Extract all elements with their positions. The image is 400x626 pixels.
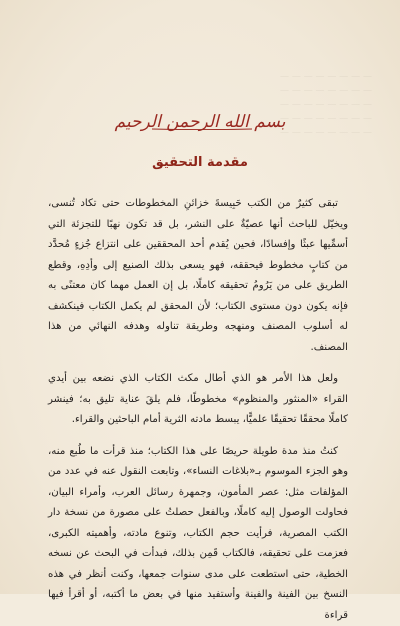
section-title: مقدمة التحقيق <box>0 155 400 170</box>
paragraph-2: ولعل هذا الأمر هو الذي أطال مكث الكتاب الذي نضعه بين أيدي القراء «المنثور والمنظوم» مخطوطًا، فلم يلقَ عناية تليق به؛ فينشر كاملًا محققًا تحقيقًا علميًّا، يبسط مادته الثرية أمام الباحثين والقراء. <box>48 369 348 431</box>
basmala-calligraphy: بسم الله الرحمن الرحيم <box>0 112 400 132</box>
bleed-through-text: — — — — — — — — — — — — — — — — — — — — — — — — — — — — — — — — — — — — — — — — <box>242 70 372 140</box>
body-text <box>48 194 348 626</box>
paragraph-3: كنتُ منذ مدة طويلة حريصًا على هذا الكتاب؛ منذ قرأت ما طُبع منه، وهو الجزء الموسوم بـ«بلاغات النساء»، وتابعت النقول عنه في عدد من المؤلفات مثل: عصر المأمون، وجمهرة رسائل العرب، وأمراء البيان، فحاولت الوصول إليه كاملًا، وبالفعل حصلتُ على مصورة من نسخة دار الكتب المصرية، فرأيت حجم الكتاب، وتنوع مادته، وأهميته الكبرى، فعزمت على تحقيقه، فالكتاب قَمِن بذلك، فبدأت في البحث عن نسخه الخطية، حتى استطعت على مدى سنوات جمعها، وكنت أنظر في هذه النسخ بين الفينة والفينة وأستفيد منها في بعض ما أكتبه، أو أقرأ فيها قراءة <box>48 442 348 626</box>
paragraph-1: تبقى كثيرٌ من الكتب حَبِيسةَ خزائنِ المخطوطات حتى تكاد تُنسى، ويخيّل للباحث أنها عصيّةٌ على النشر، بل قد تكون نهبًا للتجزئة التي أسمِّيها عبثًا وإفسادًا، فحين يُقدم أحد المحققين على انتزاع جُزءٍ مُحدَّد من كتابٍ مخطوط فيحققه، فهو يسعى بذلك الصنيع إلى وأدِهِ، وقطع الطريق على من يَرُومُ تحقيقه كاملًا، بل إن العمل مهما كان معتنًى به فإنه يكون دون مستوى الكتاب؛ لأن المحقق لم يكمل الكتاب فينكشف له أسلوب المصنف ومنهجه وطريقة تناوله وهدفه النهائي من هذا المصنف. <box>48 194 348 358</box>
basmala-flourish <box>152 128 252 130</box>
